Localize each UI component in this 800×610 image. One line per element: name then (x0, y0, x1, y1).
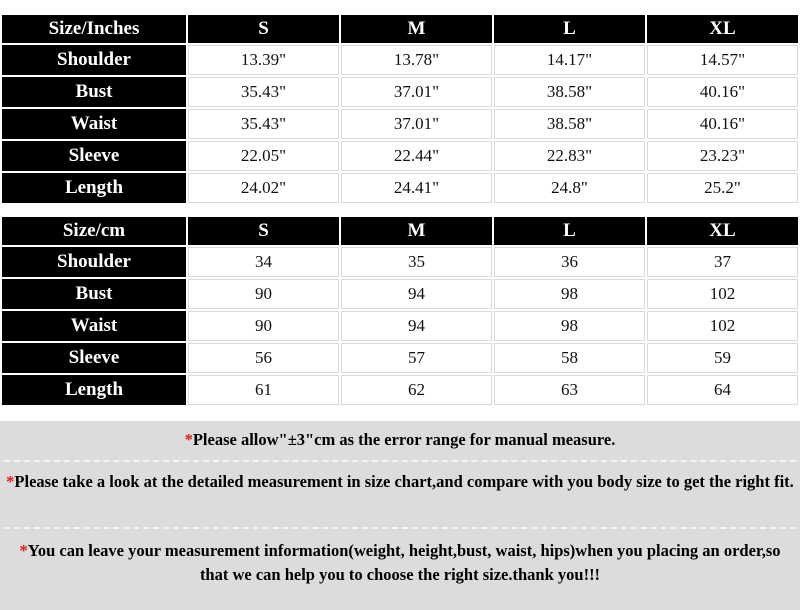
note-error-range (4, 428, 796, 452)
table-cell: 59 (647, 343, 798, 373)
table-row (2, 109, 798, 139)
table-cell: 37.01" (341, 109, 492, 139)
table-cell: 24.02" (188, 173, 339, 203)
table-cell: 25.2" (647, 173, 798, 203)
table-header-row (2, 217, 798, 245)
table-cell: 14.57" (647, 45, 798, 75)
table-cell: 40.16" (647, 77, 798, 107)
table-cell: 58 (494, 343, 645, 373)
notes-panel (0, 421, 800, 610)
note-compare-size (4, 470, 796, 494)
table-row (2, 77, 798, 107)
row-label-length: Length (2, 375, 186, 405)
header-cell-size-l: L (494, 217, 645, 245)
note-text: You can leave your measurement information(weight, height,bust, waist, hips)when you placing an order,so that we can help you to choose the right size.thank you!!! (27, 541, 781, 584)
note-text: Please allow"±3"cm as the error range for manual measure. (192, 430, 616, 449)
table-cell: 98 (494, 279, 645, 309)
table-cell: 94 (341, 311, 492, 341)
header-cell-size-s: S (188, 217, 339, 245)
table-cell: 94 (341, 279, 492, 309)
row-label-bust: Bust (2, 279, 186, 309)
table-cell: 90 (188, 311, 339, 341)
table-row (2, 311, 798, 341)
table-row (2, 173, 798, 203)
table-cell: 24.8" (494, 173, 645, 203)
table-cell: 13.39" (188, 45, 339, 75)
header-cell-size-m: M (341, 217, 492, 245)
note-text: Please take a look at the detailed measurement in size chart,and compare with you body size to get the right fit. (14, 472, 794, 491)
asterisk-marker: * (19, 541, 28, 560)
table-cell: 23.23" (647, 141, 798, 171)
table-cell: 102 (647, 279, 798, 309)
row-label-length: Length (2, 173, 186, 203)
table-cell: 40.16" (647, 109, 798, 139)
table-cell: 14.17" (494, 45, 645, 75)
size-table-inches (0, 13, 800, 205)
table-cell: 35.43" (188, 77, 339, 107)
table-row (2, 279, 798, 309)
table-cell: 22.44" (341, 141, 492, 171)
row-label-shoulder: Shoulder (2, 247, 186, 277)
row-label-waist: Waist (2, 311, 186, 341)
divider (4, 527, 796, 529)
table-cell: 36 (494, 247, 645, 277)
table-cell: 37 (647, 247, 798, 277)
table-cell: 35.43" (188, 109, 339, 139)
table-row (2, 375, 798, 405)
table-header-row (2, 15, 798, 43)
row-label-waist: Waist (2, 109, 186, 139)
table-cell: 102 (647, 311, 798, 341)
asterisk-marker: * (184, 430, 193, 449)
row-label-shoulder: Shoulder (2, 45, 186, 75)
header-cell-size-s: S (188, 15, 339, 43)
table-cell: 13.78" (341, 45, 492, 75)
table-cell: 37.01" (341, 77, 492, 107)
table-cell: 38.58" (494, 109, 645, 139)
table-cell: 56 (188, 343, 339, 373)
table-row (2, 343, 798, 373)
header-cell-size-l: L (494, 15, 645, 43)
row-label-bust: Bust (2, 77, 186, 107)
table-cell: 24.41" (341, 173, 492, 203)
size-table-cm (0, 215, 800, 407)
divider (4, 460, 796, 462)
table-cell: 64 (647, 375, 798, 405)
table-cell: 57 (341, 343, 492, 373)
row-label-sleeve: Sleeve (2, 343, 186, 373)
table-cell: 22.83" (494, 141, 645, 171)
table-cell: 35 (341, 247, 492, 277)
table-cell: 34 (188, 247, 339, 277)
header-cell-size-xl: XL (647, 15, 798, 43)
row-label-sleeve: Sleeve (2, 141, 186, 171)
table-cell: 63 (494, 375, 645, 405)
table-row (2, 247, 798, 277)
header-cell-unit: Size/Inches (2, 15, 186, 43)
header-cell-unit: Size/cm (2, 217, 186, 245)
table-cell: 90 (188, 279, 339, 309)
table-cell: 38.58" (494, 77, 645, 107)
table-cell: 98 (494, 311, 645, 341)
table-cell: 22.05" (188, 141, 339, 171)
header-cell-size-m: M (341, 15, 492, 43)
table-cell: 62 (341, 375, 492, 405)
note-leave-measurement (4, 539, 796, 587)
table-cell: 61 (188, 375, 339, 405)
header-cell-size-xl: XL (647, 217, 798, 245)
table-row (2, 141, 798, 171)
table-row (2, 45, 798, 75)
asterisk-marker: * (6, 472, 15, 491)
